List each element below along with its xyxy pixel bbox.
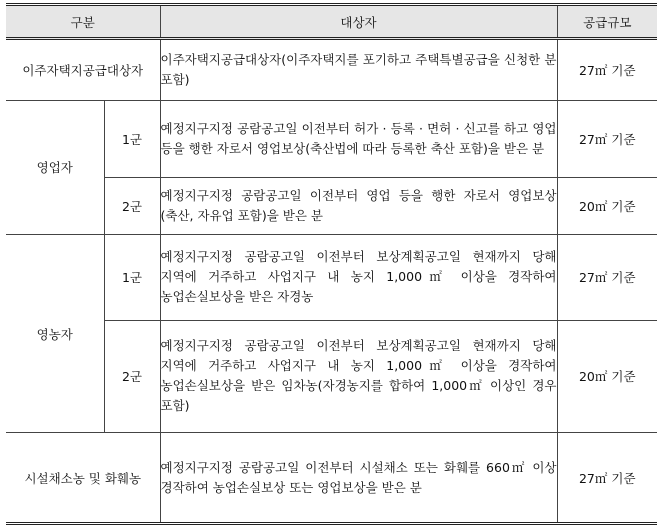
category-farming: 영농자 <box>6 235 104 433</box>
header-target: 대상자 <box>160 5 557 39</box>
table-header-row <box>6 5 657 39</box>
scale-relocation: 27㎡ 기준 <box>557 39 657 101</box>
scale-business-1: 27㎡ 기준 <box>557 100 657 178</box>
category-business: 영업자 <box>6 100 104 234</box>
description-farming-1: 예정지구지정 공람공고일 이전부터 보상계획공고일 현재까지 당해 지역에 거주하고 사업지구 내 농지 1,000㎡ 이상을 경작하여 농업손실보상을 받은 자경농 <box>160 235 557 321</box>
header-scale: 공급규모 <box>557 5 657 39</box>
table-row-farming-group1 <box>6 235 657 321</box>
scale-farming-2: 20㎡ 기준 <box>557 320 657 432</box>
table-row-farming-group2 <box>6 320 657 432</box>
group-label-business-2: 2군 <box>104 178 160 235</box>
description-farming-2: 예정지구지정 공람공고일 이전부터 보상계획공고일 현재까지 당해 지역에 거주하고 사업지구 내 농지 1,000㎡ 이상을 경작하여 농업손실보상을 받은 임차농(자경농지를 합하여 1,000㎡ 이상인 경우 포함) <box>160 320 557 432</box>
header-category: 구분 <box>6 5 160 39</box>
scale-business-2: 20㎡ 기준 <box>557 178 657 235</box>
group-label-business-1: 1군 <box>104 100 160 178</box>
group-label-farming-1: 1군 <box>104 235 160 321</box>
table-row-relocation <box>6 39 657 101</box>
category-facility: 시설채소농 및 화훼농 <box>6 433 160 524</box>
scale-facility: 27㎡ 기준 <box>557 433 657 524</box>
table-row-facility <box>6 433 657 524</box>
description-business-1: 예정지구지정 공람공고일 이전부터 허가 · 등록 · 면허 · 신고를 하고 영업 등을 행한 자로서 영업보상(축산법에 따라 등록한 축산 포함)을 받은 분 <box>160 100 557 178</box>
description-relocation: 이주자택지공급대상자(이주자택지를 포기하고 주택특별공급을 신청한 분 포함) <box>160 39 557 101</box>
group-label-farming-2: 2군 <box>104 320 160 432</box>
supply-criteria-table <box>6 3 657 525</box>
description-business-2: 예정지구지정 공람공고일 이전부터 영업 등을 행한 자로서 영업보상(축산, 자유업 포함)을 받은 분 <box>160 178 557 235</box>
table-row-business-group1 <box>6 100 657 178</box>
table-row-business-group2 <box>6 178 657 235</box>
category-relocation: 이주자택지공급대상자 <box>6 39 160 101</box>
scale-farming-1: 27㎡ 기준 <box>557 235 657 321</box>
description-facility: 예정지구지정 공람공고일 이전부터 시설채소 또는 화훼를 660㎡ 이상 경작하여 농업손실보상 또는 영업보상을 받은 분 <box>160 433 557 524</box>
